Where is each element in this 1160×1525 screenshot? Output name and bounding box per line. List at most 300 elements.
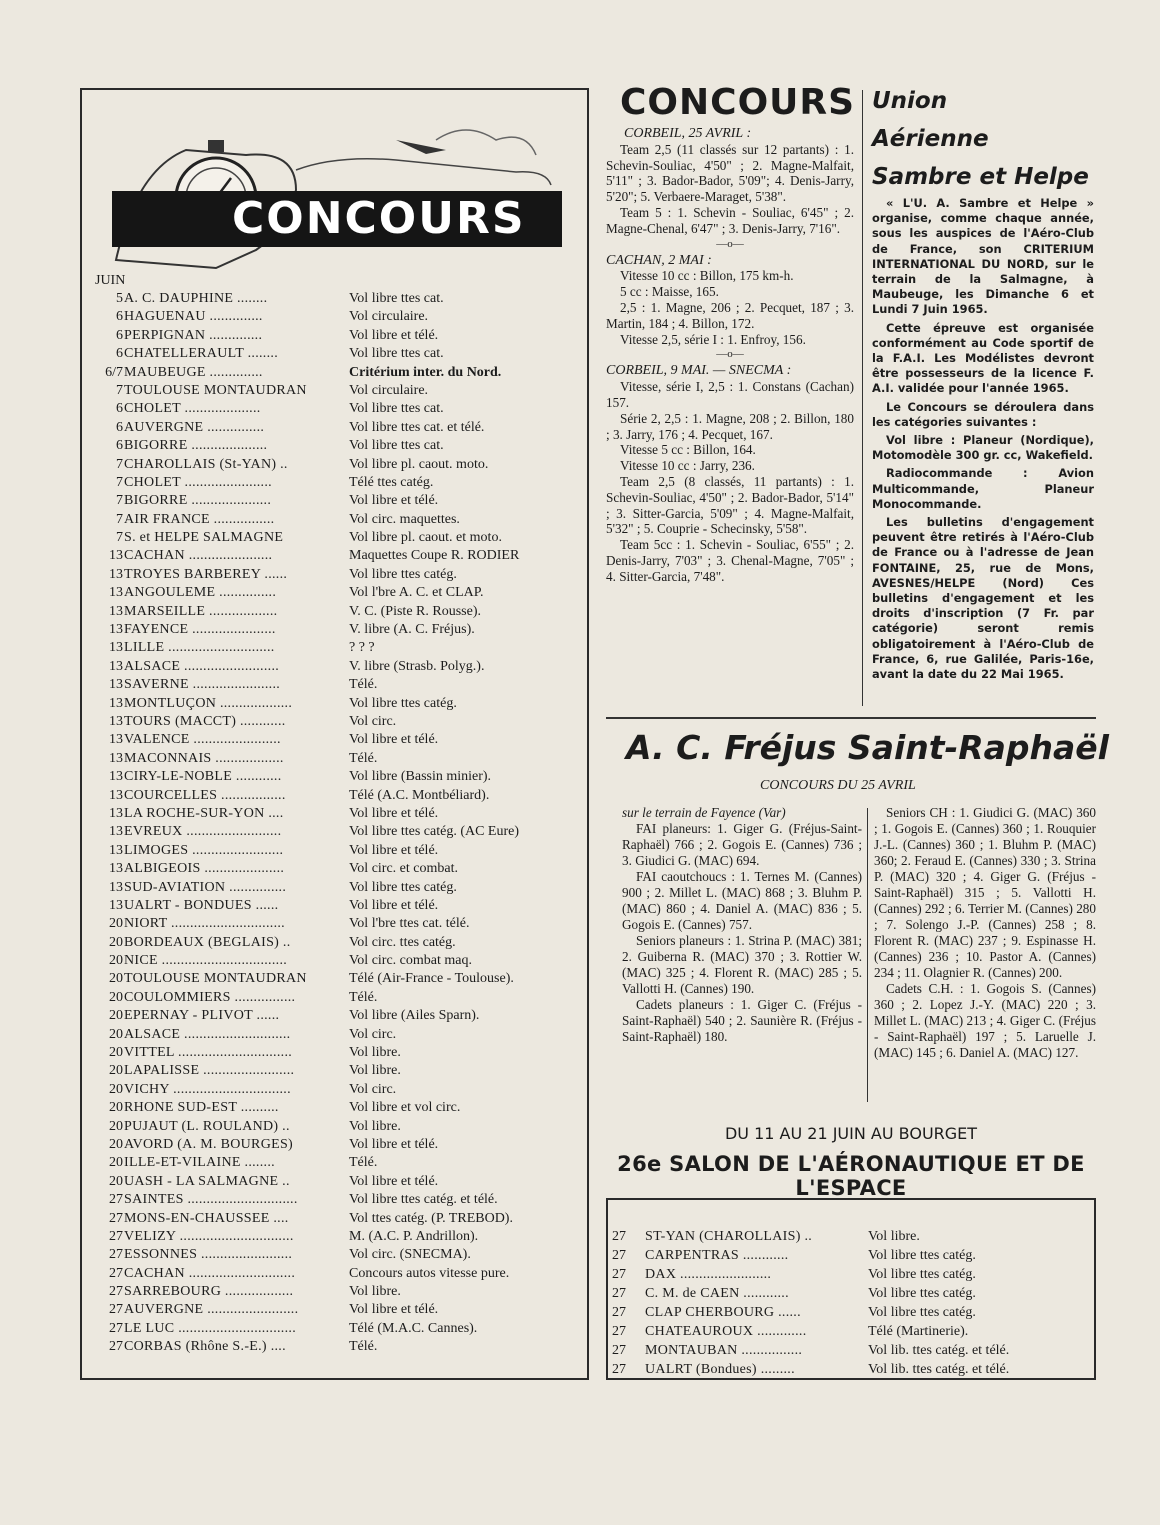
schedule-venue: UASH - LA SALMAGNE .. <box>124 1173 290 1189</box>
schedule-event: Concours autos vitesse pure. <box>349 1265 510 1281</box>
result-heading: CORBEIL, 25 AVRIL : <box>624 126 752 141</box>
schedule-date: 6 <box>116 401 123 417</box>
schedule-row <box>95 1320 585 1338</box>
union-article <box>872 196 1094 685</box>
schedule-venue: S. et HELPE SALMAGNE <box>124 530 284 546</box>
schedule-date: 13 <box>109 861 123 877</box>
schedule-venue: CARPENTRAS ............ <box>645 1248 789 1263</box>
schedule-date: 7 <box>116 511 123 527</box>
schedule-date: 13 <box>109 677 123 693</box>
schedule-venue: COULOMMIERS ................ <box>124 989 296 1005</box>
schedule-venue: MACONNAIS .................. <box>124 750 284 766</box>
result-paragraph: 2,5 : 1. Magne, 206 ; 2. Pecquet, 187 ; 3. Martin, 184 ; 4. Billon, 172. <box>606 299 854 331</box>
union-title-line: Union <box>872 88 948 114</box>
schedule-event: Vol ttes catég. (P. TREBOD). <box>349 1210 513 1226</box>
schedule-list-continued <box>612 1227 1092 1379</box>
schedule-venue: CLAP CHERBOURG ...... <box>645 1305 801 1320</box>
schedule-venue: MONTLUÇON ................... <box>124 695 293 711</box>
schedule-event: Vol libre et télé. <box>349 1173 439 1189</box>
result-paragraph: Vitesse 10 cc : Jarry, 236. <box>620 458 755 474</box>
schedule-row <box>95 1265 585 1283</box>
schedule-row <box>95 1154 585 1172</box>
result-paragraph: Team 5 : 1. Schevin - Souliac, 6'45" ; 2. Magne-Chenal, 6'47" ; 3. Denis-Jarry, 7'16". <box>606 204 854 236</box>
schedule-venue: MAUBEUGE .............. <box>124 364 263 380</box>
schedule-row <box>95 952 585 970</box>
schedule-date: 13 <box>109 603 123 619</box>
schedule-event: Vol libre ttes cat. <box>349 346 444 362</box>
schedule-venue: ALSACE ............................ <box>124 1026 291 1042</box>
schedule-event: Maquettes Coupe R. RODIER <box>349 548 520 564</box>
schedule-row <box>95 860 585 878</box>
schedule-venue: ALSACE ......................... <box>124 658 280 674</box>
schedule-event: Vol l'bre ttes cat. télé. <box>349 916 470 932</box>
schedule-row <box>95 1338 585 1356</box>
schedule-event: Vol l'bre A. C. et CLAP. <box>349 585 484 601</box>
schedule-venue: EPERNAY - PLIVOT ...... <box>124 1008 280 1024</box>
schedule-event: Vol circ. ttes catég. <box>349 934 456 950</box>
schedule-venue: SARREBOURG .................. <box>124 1284 294 1300</box>
schedule-date: 27 <box>109 1228 123 1244</box>
schedule-date: 13 <box>109 805 123 821</box>
separator: —o— <box>716 237 744 250</box>
schedule-venue: RHONE SUD-EST .......... <box>124 1100 279 1116</box>
result-heading: CORBEIL, 9 MAI. — SNECMA : <box>606 363 792 379</box>
schedule-row <box>95 750 585 768</box>
schedule-row <box>612 1341 1092 1360</box>
schedule-venue: VICHY ............................... <box>124 1081 291 1097</box>
schedule-event: ? ? ? <box>349 640 375 656</box>
frejus-paragraph: Cadets planeurs : 1. Giger C. (Fréjus - Saint-Raphaël) 540 ; 2. Saunière R. (Fréjus - Saint-Raphaël) 180. <box>622 997 862 1044</box>
schedule-event: Vol libre et télé. <box>349 1302 439 1318</box>
schedule-date: 27 <box>612 1305 626 1320</box>
frejus-title: A. C. Fréjus Saint-Raphaël <box>626 728 1109 767</box>
schedule-date: 6 <box>116 327 123 343</box>
union-paragraph: Cette épreuve est organisée conformément au Code sportif de la F.A.I. Les Modélistes devront être possesseurs de la licence F. A.I. validée pour l'année 1965. <box>872 320 1094 396</box>
schedule-event: Vol libre ttes catég. et télé. <box>349 1192 498 1208</box>
schedule-date: 27 <box>612 1248 626 1263</box>
schedule-event: Vol circ. et combat. <box>349 861 458 877</box>
schedule-row <box>95 1246 585 1264</box>
frejus-paragraph: Cadets C.H. : 1. Gogois S. (Cannes) 360 ; 2. Lopez J.-Y. (MAC) 220 ; 3. Millet L. (MAC) 213 ; 4. Giger C. (Fréjus - Saint-Raphaël) 197 ; 5. Laruelle J. (MAC) 145 ; 6. Daniel A. (MAC) 127. <box>874 981 1096 1060</box>
schedule-row <box>95 676 585 694</box>
schedule-date: 20 <box>109 989 123 1005</box>
schedule-date: 27 <box>109 1247 123 1263</box>
schedule-event: Vol libre ttes cat. et télé. <box>349 419 485 435</box>
banner-title: CONCOURS <box>232 193 526 244</box>
schedule-row <box>95 1044 585 1062</box>
schedule-date: 27 <box>612 1229 626 1244</box>
schedule-event: Vol libre et télé. <box>349 897 439 913</box>
schedule-date: 13 <box>109 695 123 711</box>
schedule-event: Télé. <box>349 750 378 766</box>
schedule-event: Vol lib. ttes catég. et télé. <box>868 1362 1010 1377</box>
schedule-venue: NIORT .............................. <box>124 916 285 932</box>
schedule-event: Vol libre et télé. <box>349 842 439 858</box>
frejus-column-right <box>874 805 1096 1061</box>
schedule-venue: HAGUENAU .............. <box>124 309 263 325</box>
schedule-row <box>95 1283 585 1301</box>
schedule-venue: SUD-AVIATION ............... <box>124 879 287 895</box>
schedule-date: 7 <box>116 456 123 472</box>
schedule-row <box>95 364 585 382</box>
schedule-venue: CHATELLERAULT ........ <box>124 346 278 362</box>
schedule-row <box>95 1007 585 1025</box>
schedule-event: Vol libre et télé. <box>349 327 439 343</box>
schedule-venue: CHOLET ....................... <box>124 474 272 490</box>
schedule-event: Vol libre ttes catég. <box>349 695 457 711</box>
schedule-event: Vol circ. <box>349 1026 397 1042</box>
schedule-venue: UALRT - BONDUES ...... <box>124 897 279 913</box>
schedule-event: M. (A.C. P. Andrillon). <box>349 1228 479 1244</box>
schedule-row <box>95 713 585 731</box>
union-paragraph: Le Concours se déroulera dans les catégories suivantes : <box>872 399 1094 429</box>
schedule-date: 13 <box>109 824 123 840</box>
schedule-date: 20 <box>109 916 123 932</box>
schedule-date: 13 <box>109 879 123 895</box>
schedule-event: Télé (A.C. Montbéliard). <box>349 787 490 803</box>
schedule-row <box>95 419 585 437</box>
schedule-venue: BORDEAUX (BEGLAIS) .. <box>124 934 291 950</box>
schedule-date: 27 <box>612 1343 626 1358</box>
schedule-month: JUIN <box>95 273 126 288</box>
schedule-date: 7 <box>116 493 123 509</box>
schedule-event: Vol libre ttes catég. <box>868 1305 976 1320</box>
schedule-row <box>95 1136 585 1154</box>
schedule-venue: VITTEL .............................. <box>124 1045 293 1061</box>
schedule-date: 6 <box>116 438 123 454</box>
union-title <box>872 82 1092 196</box>
schedule-row <box>95 934 585 952</box>
schedule-event: Vol libre (Ailes Sparn). <box>349 1008 480 1024</box>
schedule-event: Vol lib. ttes catég. et télé. <box>868 1343 1010 1358</box>
result-paragraph: Team 2,5 (11 classés sur 12 partants) : 1. Schevin-Souliac, 4'50" ; 2. Magne-Malfait, 5'11" ; 3. Bador-Bador, 5'09"; 4. Denis-Jarry, 5'20"; 5. Verbaere-Maraget, 5'38". <box>606 141 854 205</box>
frejus-column-left <box>622 805 862 1045</box>
schedule-date: 7 <box>116 530 123 546</box>
schedule-date: 13 <box>109 732 123 748</box>
schedule-row <box>95 731 585 749</box>
schedule-row <box>612 1284 1092 1303</box>
schedule-venue: DAX ........................ <box>645 1267 772 1282</box>
schedule-date: 13 <box>109 640 123 656</box>
schedule-row <box>95 695 585 713</box>
schedule-venue: CACHAN ...................... <box>124 548 273 564</box>
frejus-paragraph: sur le terrain de Fayence (Var) <box>622 805 786 820</box>
schedule-date: 20 <box>109 1081 123 1097</box>
section-divider <box>606 717 1096 719</box>
schedule-row <box>95 1099 585 1117</box>
schedule-venue: LA ROCHE-SUR-YON .... <box>124 805 284 821</box>
schedule-date: 27 <box>612 1362 626 1377</box>
schedule-row <box>612 1303 1092 1322</box>
schedule-event: Vol libre ttes catég. (AC Eure) <box>349 824 520 840</box>
schedule-event: Vol libre et télé. <box>349 805 439 821</box>
schedule-venue: SAVERNE ....................... <box>124 677 281 693</box>
schedule-venue: LAPALISSE ........................ <box>124 1063 295 1079</box>
schedule-event: Vol libre (Bassin minier). <box>349 769 492 785</box>
schedule-event: Vol libre et vol circ. <box>349 1100 461 1116</box>
schedule-venue: NICE ................................. <box>124 953 288 969</box>
schedule-event: Télé (M.A.C. Cannes). <box>349 1320 478 1336</box>
schedule-event: Vol circ. combat maq. <box>349 953 472 969</box>
schedule-row <box>95 511 585 529</box>
schedule-event: Vol circ. maquettes. <box>349 511 460 527</box>
schedule-date: 13 <box>109 713 123 729</box>
schedule-date: 13 <box>109 897 123 913</box>
schedule-row <box>95 603 585 621</box>
schedule-row <box>95 897 585 915</box>
schedule-venue: MONS-EN-CHAUSSEE .... <box>124 1210 289 1226</box>
schedule-venue: ALBIGEOIS ..................... <box>124 861 285 877</box>
schedule-row <box>95 842 585 860</box>
union-paragraph: Vol libre : Planeur (Nordique), Motomodèle 300 gr. cc, Wakefield. <box>872 433 1094 463</box>
schedule-row <box>95 382 585 400</box>
schedule-date: 20 <box>109 953 123 969</box>
schedule-venue: LE LUC ............................... <box>124 1320 297 1336</box>
schedule-row <box>95 1062 585 1080</box>
frejus-paragraph: Seniors planeurs : 1. Strina P. (MAC) 381; 2. Guiberna R. (MAC) 370 ; 3. Rottier W. (MAC) 325 ; 4. Florent R. (MAC) 285 ; 5. Vallotti H. (Cannes) 190. <box>622 933 862 996</box>
schedule-date: 27 <box>109 1192 123 1208</box>
schedule-event: Vol libre ttes cat. <box>349 401 444 417</box>
schedule-event: Vol libre ttes catég. <box>868 1286 976 1301</box>
schedule-date: 20 <box>109 1063 123 1079</box>
schedule-venue: C. M. de CAEN ............ <box>645 1286 789 1301</box>
schedule-date: 13 <box>109 787 123 803</box>
schedule-event: Télé. <box>349 989 378 1005</box>
result-paragraph: Vitesse 2,5, série I : 1. Enfroy, 156. <box>620 331 806 347</box>
schedule-venue: CHATEAUROUX ............. <box>645 1324 807 1339</box>
schedule-date: 27 <box>109 1320 123 1336</box>
schedule-event: Vol libre et télé. <box>349 732 439 748</box>
schedule-date: 20 <box>109 1026 123 1042</box>
schedule-event: Vol circ. <box>349 1081 397 1097</box>
schedule-venue: ST-YAN (CHAROLLAIS) .. <box>645 1229 813 1244</box>
schedule-row <box>95 474 585 492</box>
schedule-event: Vol libre. <box>349 1045 401 1061</box>
schedule-row <box>95 1118 585 1136</box>
schedule-venue: LILLE ............................ <box>124 640 275 656</box>
schedule-row <box>95 456 585 474</box>
union-paragraph: « L'U. A. Sambre et Helpe » organise, comme chaque année, sous les auspices de l'Aéro-Club de France, son CRITERIUM INTERNATIONAL DU NORD, sur le terrain de la Salmagne, à Maubeuge, les Dimanche 6 et Lundi 7 Juin 1965. <box>872 196 1094 317</box>
schedule-venue: ANGOULEME ............... <box>124 585 277 601</box>
schedule-event: Vol libre. <box>868 1229 920 1244</box>
salon-dates: DU 11 AU 21 JUIN AU BOURGET <box>724 1124 978 1143</box>
schedule-date: 13 <box>109 548 123 564</box>
result-paragraph: 5 cc : Maisse, 165. <box>620 284 719 300</box>
schedule-venue: TOULOUSE MONTAUDRAN <box>124 382 307 398</box>
result-paragraph: Série 2, 2,5 : 1. Magne, 208 ; 2. Billon, 180 ; 3. Jarry, 176 ; 4. Pecquet, 167. <box>606 410 854 442</box>
schedule-row <box>95 787 585 805</box>
schedule-venue: AVORD (A. M. BOURGES) <box>124 1136 294 1152</box>
schedule-row <box>95 639 585 657</box>
schedule-venue: CACHAN ............................ <box>124 1265 296 1281</box>
schedule-event: Vol circ. <box>349 713 397 729</box>
schedule-date: 27 <box>109 1284 123 1300</box>
schedule-date: 20 <box>109 971 123 987</box>
schedule-venue: FAYENCE ...................... <box>124 622 276 638</box>
schedule-list <box>95 290 585 1357</box>
schedule-venue: AUVERGNE ........................ <box>124 1302 299 1318</box>
schedule-date: 13 <box>109 750 123 766</box>
schedule-date: 13 <box>109 842 123 858</box>
schedule-row <box>95 492 585 510</box>
schedule-venue: TOURS (MACCT) ............ <box>124 713 286 729</box>
column-divider <box>862 90 863 706</box>
schedule-venue: VELIZY .............................. <box>124 1228 294 1244</box>
schedule-row <box>95 584 585 602</box>
union-title-line: Sambre et Helpe <box>872 164 1089 190</box>
schedule-venue: LIMOGES ........................ <box>124 842 284 858</box>
schedule-date: 7 <box>116 382 123 398</box>
schedule-row <box>612 1227 1092 1246</box>
schedule-venue: MONTAUBAN ................ <box>645 1343 803 1358</box>
schedule-row <box>95 823 585 841</box>
union-title-line: Aérienne <box>872 126 989 152</box>
schedule-venue: MARSEILLE .................. <box>124 603 278 619</box>
result-paragraph: Team 5cc : 1. Schevin - Souliac, 6'55" ; 2. Denis-Jarry, 7'03" ; 3. Chenal-Magne, 7'05" ; 4. Sitter-Garcia, 7'48". <box>606 537 854 584</box>
results-title: CONCOURS <box>620 82 856 123</box>
schedule-event: Vol libre ttes catég. <box>868 1248 976 1263</box>
schedule-row <box>612 1265 1092 1284</box>
schedule-date: 6 <box>116 346 123 362</box>
schedule-row <box>95 1228 585 1246</box>
schedule-event: Vol libre et télé. <box>349 493 439 509</box>
schedule-date: 5 <box>116 291 123 306</box>
schedule-event: Télé (Air-France - Toulouse). <box>349 971 514 987</box>
schedule-date: 6 <box>116 419 123 435</box>
schedule-venue: ESSONNES ........................ <box>124 1247 293 1263</box>
result-heading: CACHAN, 2 MAI : <box>606 252 712 268</box>
schedule-venue: CHAROLLAIS (St-YAN) .. <box>124 456 288 472</box>
schedule-row <box>95 989 585 1007</box>
schedule-venue: CHOLET .................... <box>124 401 261 417</box>
schedule-venue: ILLE-ET-VILAINE ........ <box>124 1155 275 1171</box>
schedule-event: Télé (Martinerie). <box>868 1324 969 1339</box>
schedule-date: 27 <box>109 1265 123 1281</box>
schedule-row <box>95 566 585 584</box>
schedule-row <box>95 1026 585 1044</box>
schedule-venue: PERPIGNAN .............. <box>124 327 263 343</box>
schedule-event: Vol libre. <box>349 1063 401 1079</box>
schedule-event: Vol libre et télé. <box>349 1136 439 1152</box>
schedule-venue: CIRY-LE-NOBLE ............ <box>124 769 282 785</box>
schedule-row <box>95 547 585 565</box>
schedule-event: Vol libre pl. caout. moto. <box>349 456 489 472</box>
schedule-date: 20 <box>109 1118 123 1134</box>
schedule-date: 20 <box>109 1173 123 1189</box>
schedule-event: Vol libre. <box>349 1284 401 1300</box>
schedule-venue: AUVERGNE ............... <box>124 419 265 435</box>
schedule-event: Vol libre ttes catég. <box>349 566 457 582</box>
schedule-date: 20 <box>109 1008 123 1024</box>
schedule-row <box>95 437 585 455</box>
schedule-row <box>95 400 585 418</box>
schedule-venue: AIR FRANCE ................ <box>124 511 275 527</box>
schedule-date: 6/7 <box>105 364 123 380</box>
schedule-venue: VALENCE ....................... <box>124 732 281 748</box>
schedule-event: Télé. <box>349 677 378 693</box>
schedule-venue: A. C. DAUPHINE ........ <box>124 291 268 306</box>
schedule-event: Vol libre. <box>349 1118 401 1134</box>
schedule-date: 13 <box>109 658 123 674</box>
schedule-row <box>95 1191 585 1209</box>
schedule-event: V. libre (Strasb. Polyg.). <box>349 658 485 674</box>
schedule-venue: TROYES BARBEREY ...... <box>124 566 288 582</box>
schedule-row <box>95 1081 585 1099</box>
frejus-paragraph: Seniors CH : 1. Giudici G. (MAC) 360 ; 1. Gogois E. (Cannes) 360 ; 1. Rouquier J.-L. (Cannes) 360 ; 1. Bluhm P. (MAC) 360; 2. Feraud E. (Cannes) 330 ; 3. Strina P. (MAC) 320 ; 4. Giger G. (Fréjus - Saint-Raphaël) 315 ; 5. Vallotti H. (Cannes) 292 ; 6. Terrier M. (Cannes) 280 ; 7. Solengo J.-P. (Cannes) 258 ; 8. Florent R. (MAC) 237 ; 9. Espinasse H. (Cannes) 236 ; 10. Pastor A. (Cannes) 234 ; 11. Olagnier R. (Cannes) 200. <box>874 805 1096 980</box>
result-paragraph: Team 2,5 (8 classés, 11 partants) : 1. Schevin-Souliac, 4'50" ; 2. Bador-Bador, 5'14" ; 3. Sitter-Garcia, 5'09" ; 4. Magne-Malfait, 5'32" ; 5. Couprie - Schecinsky, 5'58". <box>606 473 854 537</box>
schedule-row <box>95 1173 585 1191</box>
union-paragraph: Radiocommande : Avion Multicommande, Planeur Monocommande. <box>872 466 1094 511</box>
schedule-row <box>95 1210 585 1228</box>
schedule-date: 20 <box>109 1155 123 1171</box>
schedule-venue: BIGORRE .................... <box>124 438 268 454</box>
schedule-venue: BIGORRE ..................... <box>124 493 272 509</box>
schedule-date: 13 <box>109 585 123 601</box>
schedule-date: 27 <box>109 1339 123 1355</box>
schedule-date: 27 <box>612 1286 626 1301</box>
schedule-venue: COURCELLES ................. <box>124 787 286 803</box>
schedule-row <box>612 1322 1092 1341</box>
schedule-date: 20 <box>109 1045 123 1061</box>
schedule-event: Vol circ. (SNECMA). <box>349 1247 471 1263</box>
frejus-paragraph: FAI caoutchoucs : 1. Ternes M. (Cannes) 900 ; 2. Millet L. (MAC) 868 ; 3. Bluhm P. (MAC) 860 ; 4. Daniel A. (MAC) 836 ; 5. Gogois E. (Cannes) 757. <box>622 869 862 932</box>
results-column <box>606 124 854 585</box>
schedule-date: 6 <box>116 309 123 325</box>
schedule-row <box>95 805 585 823</box>
schedule-row <box>95 1301 585 1319</box>
schedule-row <box>95 970 585 988</box>
schedule-row <box>95 915 585 933</box>
schedule-date: 27 <box>109 1210 123 1226</box>
result-paragraph: Vitesse 5 cc : Billon, 164. <box>620 442 756 458</box>
schedule-date: 7 <box>116 474 123 490</box>
schedule-venue: TOULOUSE MONTAUDRAN <box>124 971 307 987</box>
schedule-date: 20 <box>109 934 123 950</box>
schedule-event: Vol libre ttes catég. <box>868 1267 976 1282</box>
schedule-event: Télé. <box>349 1339 378 1355</box>
schedule-event: Vol circulaire. <box>349 309 429 325</box>
schedule-date: 27 <box>612 1267 626 1282</box>
schedule-row <box>95 768 585 786</box>
schedule-venue: UALRT (Bondues) ......... <box>645 1362 795 1377</box>
schedule-row <box>95 658 585 676</box>
schedule-event: Vol libre ttes catég. <box>349 879 457 895</box>
separator: —o— <box>716 348 744 361</box>
schedule-row <box>612 1360 1092 1379</box>
frejus-paragraph: FAI planeurs: 1. Giger G. (Fréjus-Saint-Raphaël) 766 ; 2. Gogois E. (Cannes) 736 ; 3. Giudici G. (MAC) 694. <box>622 821 862 868</box>
schedule-date: 13 <box>109 622 123 638</box>
salon-title: 26e SALON DE L'AÉRONAUTIQUE ET DE L'ESPACE <box>617 1152 1085 1200</box>
column-divider <box>867 808 868 1102</box>
schedule-row <box>95 327 585 345</box>
schedule-event: Vol circulaire. <box>349 382 429 398</box>
schedule-row <box>95 621 585 639</box>
schedule-event: Vol libre ttes cat. <box>349 438 444 454</box>
schedule-event: Télé. <box>349 1155 378 1171</box>
schedule-event: Télé ttes catég. <box>349 474 434 490</box>
schedule-date: 13 <box>109 769 123 785</box>
schedule-date: 20 <box>109 1100 123 1116</box>
schedule-date: 27 <box>109 1302 123 1318</box>
schedule-date: 20 <box>109 1136 123 1152</box>
result-paragraph: Vitesse, série I, 2,5 : 1. Constans (Cachan) 157. <box>606 379 854 410</box>
schedule-event: Critérium inter. du Nord. <box>349 364 502 380</box>
schedule-venue: CORBAS (Rhône S.-E.) .... <box>124 1339 286 1355</box>
schedule-row <box>612 1246 1092 1265</box>
schedule-event: Vol libre pl. caout. et moto. <box>349 530 502 546</box>
schedule-row <box>95 308 585 326</box>
schedule-date: 27 <box>612 1324 626 1339</box>
